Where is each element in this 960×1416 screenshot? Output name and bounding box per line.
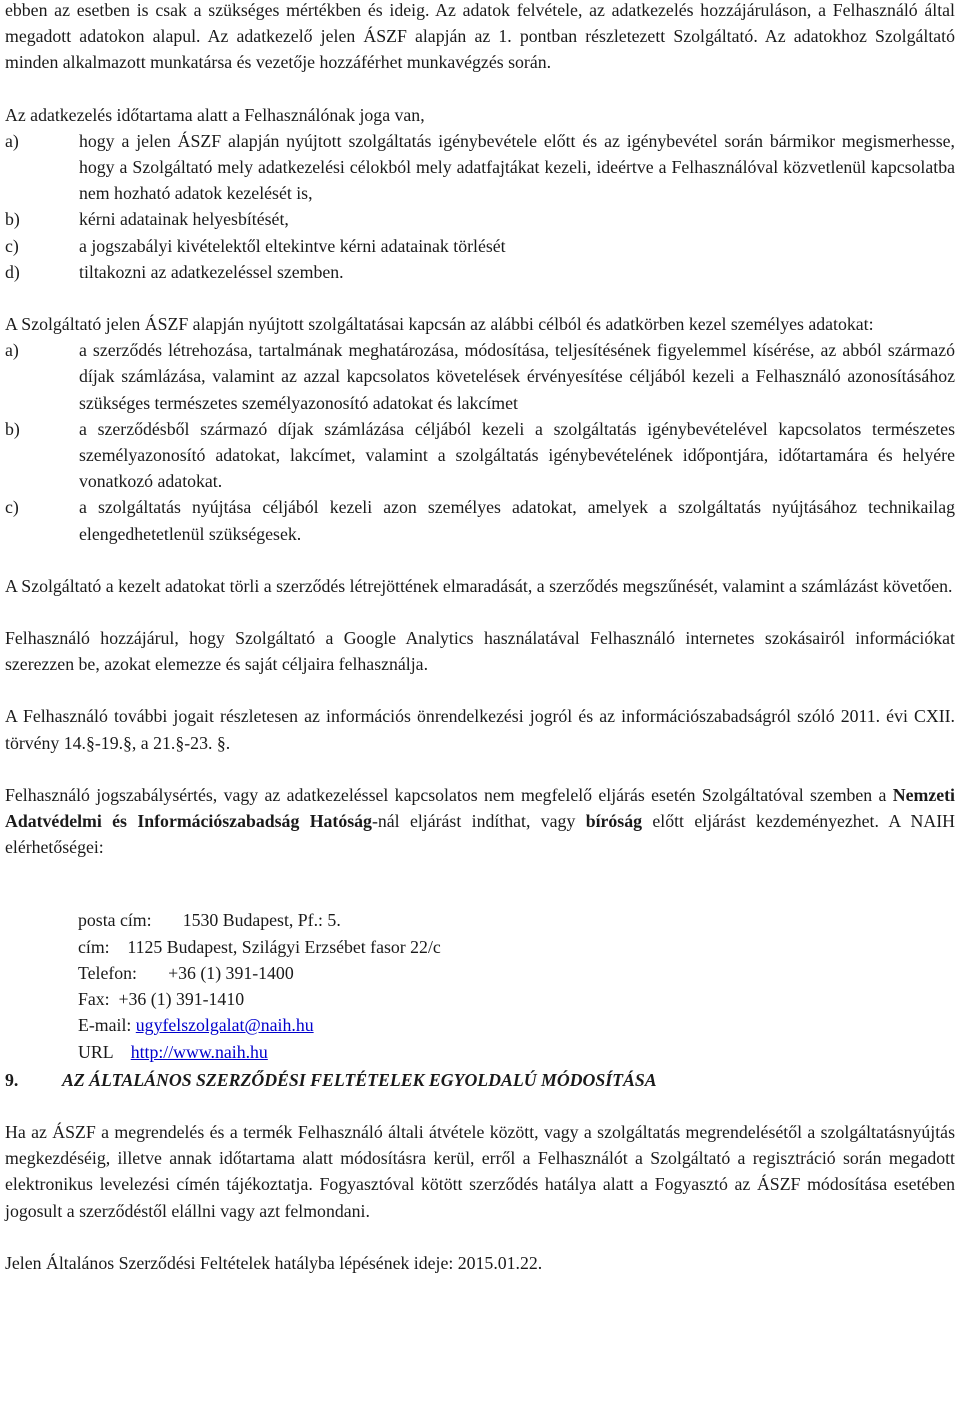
list-marker: b)	[5, 418, 20, 439]
contact-url-row	[78, 1039, 955, 1065]
complaint-text: Felhasználó jogszabálysértés, vagy az adatkezeléssel kapcsolatos nem megfelelő eljárás esetén Szolgáltatóval szemben a	[5, 784, 893, 805]
complaint-text: előtt eljárást kezdeményezhet. A NAIH elérhetőségei:	[5, 811, 955, 858]
list-item-text: kérni adatainak helyesbítését,	[79, 209, 289, 230]
list-item-text: a szolgáltatás nyújtása céljából kezeli azon személyes adatokat, amelyek a szolgáltatás nyújtásához technikailag elengedhetetlenül szükségesek.	[79, 497, 955, 544]
rights-block	[5, 102, 955, 285]
contact-label: Fax:	[78, 989, 110, 1010]
email-link[interactable]: ugyfelszolgalat@naih.hu	[135, 1015, 314, 1036]
complaint-text: -nál eljárást indíthat, vagy	[371, 811, 586, 832]
list-item-text: a szerződés létrehozása, tartalmának meghatározása, módosítása, teljesítésének figyelemmel kísérése, az abból származó díjak számlázása, valamint az azzal kapcsolatos követelések érvényesítése céljából kezeli a Felhasználó azonosításához szükséges természetes személyazonosító adatokat és lakcímet	[79, 340, 955, 413]
list-item-text: a szerződésből származó díjak számlázása céljából kezeli a szolgáltatás igénybevételével kapcsolatos természetes személyazonosító adatokat, lakcímet, valamint a szolgáltatás igénybevételének időpontjára, időtartamára és helyére vonatkozó adatokat.	[79, 418, 955, 492]
contact-label: URL	[78, 1041, 113, 1062]
list-marker: a)	[5, 130, 19, 151]
list-marker: c)	[5, 497, 19, 518]
list-item	[5, 128, 955, 207]
list-item	[5, 233, 955, 259]
purposes-block	[5, 311, 955, 547]
list-item	[5, 206, 955, 232]
purposes-list	[5, 337, 955, 547]
list-marker: c)	[5, 235, 19, 256]
contact-address-row	[78, 934, 955, 960]
list-item	[5, 337, 955, 416]
list-item-text: tiltakozni az adatkezeléssel szemben.	[79, 261, 344, 282]
contact-postal-row	[78, 907, 955, 933]
analytics-paragraph: Felhasználó hozzájárul, hogy Szolgáltató a Google Analytics használatával Felhasználó internetes szokásairól információkat szerezzen be, azokat elemezze és saját céljaira felhasználja.	[5, 628, 955, 675]
contact-value: 1125 Budapest, Szilágyi Erzsébet fasor 22/c	[127, 936, 441, 957]
contact-phone-row	[78, 960, 955, 986]
contact-label: posta cím:	[78, 910, 152, 931]
naih-contact-block	[5, 907, 955, 1064]
contact-label: Telefon:	[78, 962, 137, 983]
list-marker: d)	[5, 261, 20, 282]
contact-value: +36 (1) 391-1410	[118, 989, 245, 1010]
rights-list	[5, 128, 955, 285]
list-item-text: a jogszabályi kivételektől eltekintve kérni adatainak törlését	[79, 235, 506, 256]
further-rights-paragraph: A Felhasználó további jogait részletesen az információs önrendelkezési jogról és az információszabadságról szóló 2011. évi CXII. törvény 14.§-19.§, a 21.§-23. §.	[5, 706, 955, 753]
contact-fax-row	[78, 986, 955, 1012]
section-number: 9.	[5, 1069, 19, 1090]
list-marker: b)	[5, 209, 20, 230]
section-title: AZ ÁLTALÁNOS SZERZŐDÉSI FELTÉTELEK EGYOLDALÚ MÓDOSÍTÁSA	[62, 1069, 657, 1090]
list-item	[5, 259, 955, 285]
deletion-paragraph: A Szolgáltató a kezelt adatokat törli a szerződés létrejöttének elmaradását, a szerződés megszűnését, valamint a számlázást követően.	[5, 575, 953, 596]
purposes-lead: A Szolgáltató jelen ÁSZF alapján nyújtott szolgáltatásai kapcsán az alábbi célból és adatkörben kezel személyes adatokat:	[5, 314, 874, 335]
contact-value: +36 (1) 391-1400	[168, 962, 294, 983]
list-marker: a)	[5, 340, 19, 361]
effective-date-line: Jelen Általános Szerződési Feltételek hatályba lépésének ideje: 2015.01.22.	[5, 1252, 543, 1273]
intro-paragraph: ebben az esetben is csak a szükséges mértékben és ideig. Az adatok felvétele, az adatkezelés hozzájáruláson, a Felhasználó által megadott adatokon alapul. Az adatkezelő jelen ÁSZF alapján az 1. pontban részletezett Szolgáltató. Az adatokhoz Szolgáltató minden alkalmazott munkatársa és vezetője hozzáférhet munkavégzés során.	[5, 0, 955, 73]
contact-email-row	[78, 1012, 955, 1038]
website-link[interactable]: http://www.naih.hu	[130, 1041, 268, 1062]
document-page	[5, 0, 955, 1276]
section-heading	[5, 1067, 955, 1093]
authority-name: Nemzeti Adatvédelmi és Információszabadság Hatóság	[5, 784, 955, 832]
list-item	[5, 416, 955, 495]
list-item	[5, 494, 955, 546]
contact-label: cím:	[78, 936, 110, 957]
contact-label: E-mail:	[78, 1015, 132, 1036]
rights-lead: Az adatkezelés időtartama alatt a Felhasználónak joga van,	[5, 104, 425, 125]
court-word: bíróság	[585, 811, 643, 832]
contact-value: 1530 Budapest, Pf.: 5.	[182, 910, 341, 931]
section-body: Ha az ÁSZF a megrendelés és a termék Felhasználó általi átvétele között, vagy a szolgáltatás megrendelésétől a szolgáltatásnyújtás megkezdéséig, illetve annak időtartama alatt módosításra kerül, erről a Felhasználót a Szolgáltató a regisztráció során megadott elektronikus levelezési címén tájékoztatja. Fogyasztóval kötött szerződés hatálya alatt a Fogyasztó az ÁSZF módosítása esetében jogosult a szerződéstől elállni vagy azt felmondani.	[5, 1121, 955, 1221]
list-item-text: hogy a jelen ÁSZF alapján nyújtott szolgáltatás igénybevétele előtt és az igénybevétel során bármikor megismerhesse, hogy a Szolgáltató mely adatkezelési célokból mely adatfajtákat kezeli, ideértve a Felhasználóval közvetlenül kapcsolatba nem hozható adatok kezelését is,	[79, 130, 955, 204]
complaint-paragraph	[5, 782, 955, 861]
